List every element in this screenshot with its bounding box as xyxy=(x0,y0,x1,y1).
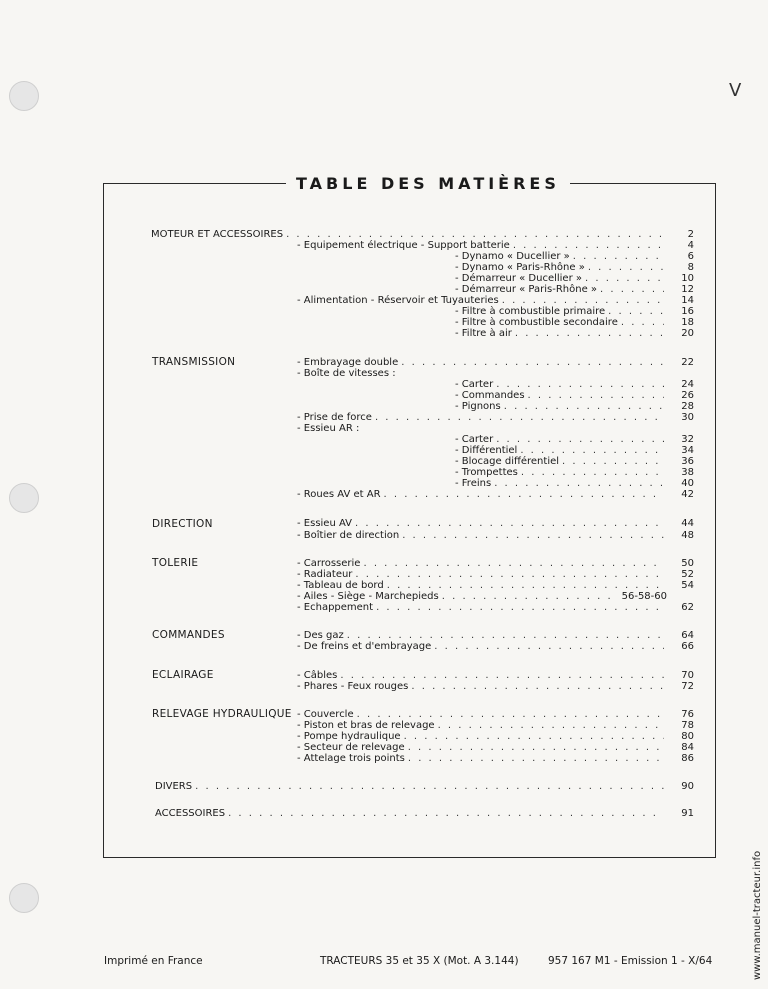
entry-label: - Boîte de vitesses : xyxy=(297,368,396,379)
toc-entry xyxy=(297,641,667,653)
entry-label: - Alimentation - Réservoir et Tuyauteries xyxy=(297,295,499,306)
toc-entry xyxy=(297,681,667,693)
entry-label: - Essieu AR : xyxy=(297,423,360,434)
page-ref: 4 xyxy=(687,240,694,251)
entry-label: - Couvercle xyxy=(297,709,354,720)
toc-entry xyxy=(155,781,667,793)
page-ref: 26 xyxy=(681,390,694,401)
entry-label: - Embrayage double xyxy=(297,357,399,368)
leader-dots xyxy=(411,681,664,693)
entry-label: - Essieu AV xyxy=(297,518,353,529)
section-heading: MOTEUR ET ACCESSOIRES xyxy=(151,229,284,240)
page-ref: 72 xyxy=(681,681,694,692)
entry-label: - Pignons xyxy=(455,401,501,412)
page-ref: 80 xyxy=(681,731,694,742)
entry-label: - Démarreur « Ducellier » xyxy=(455,273,582,284)
page-ref: 84 xyxy=(681,742,694,753)
entry-label: - De freins et d'embrayage xyxy=(297,641,432,652)
section-heading: TRANSMISSION xyxy=(152,356,236,368)
toc-entry xyxy=(297,489,667,501)
entry-label: - Démarreur « Paris-Rhône » xyxy=(455,284,598,295)
page-ref: 66 xyxy=(681,641,694,652)
toc-entry xyxy=(297,530,667,542)
page-ref: 50 xyxy=(681,558,694,569)
page-ref: 91 xyxy=(681,808,694,819)
page-number: V xyxy=(729,80,742,101)
leader-dots xyxy=(408,753,664,765)
page-ref: 8 xyxy=(687,262,694,273)
entry-label: - Filtre à combustible secondaire xyxy=(455,317,618,328)
section-heading: COMMANDES xyxy=(152,629,225,641)
toc-entry xyxy=(297,753,667,765)
toc-entry xyxy=(155,808,667,820)
page-ref: 70 xyxy=(681,670,694,681)
page-ref: 62 xyxy=(681,602,694,613)
page-ref: 40 xyxy=(681,478,694,489)
entry-label: - Prise de force xyxy=(297,412,372,423)
entry-label: - Trompettes xyxy=(455,467,518,478)
leader-dots xyxy=(384,489,664,501)
page-ref: 42 xyxy=(681,489,694,500)
section-heading: TOLERIE xyxy=(152,557,199,569)
entry-label: - Câbles xyxy=(297,670,338,681)
page-ref: 44 xyxy=(681,518,694,529)
entry-label: - Roues AV et AR xyxy=(297,489,381,500)
page-ref: 2 xyxy=(687,229,694,240)
section-heading: DIVERS xyxy=(155,781,193,792)
page-ref: 78 xyxy=(681,720,694,731)
page-ref: 14 xyxy=(681,295,694,306)
entry-label: - Tableau de bord xyxy=(297,580,384,591)
leader-dots xyxy=(434,641,664,653)
section-heading: ECLAIRAGE xyxy=(152,669,214,681)
section-heading: RELEVAGE HYDRAULIQUE xyxy=(152,708,292,720)
entry-label: - Commandes xyxy=(455,390,525,401)
page-ref: 56-58-60 xyxy=(621,591,667,602)
leader-dots xyxy=(228,808,664,820)
page-ref: 12 xyxy=(681,284,694,295)
watermark: www.manuel-tracteur.info xyxy=(752,850,763,980)
leader-dots xyxy=(355,518,664,530)
entry-label: - Blocage différentiel xyxy=(455,456,560,467)
entry-label: - Carter xyxy=(455,379,494,390)
page-ref: 54 xyxy=(681,580,694,591)
entry-label: - Equipement électrique - Support batterie xyxy=(297,240,510,251)
toc-entry xyxy=(297,602,667,614)
entry-label: - Secteur de relevage xyxy=(297,742,405,753)
entry-label: - Dynamo « Ducellier » xyxy=(455,251,570,262)
toc-entry xyxy=(297,518,667,530)
punch-hole-top xyxy=(9,81,39,111)
punch-hole-middle xyxy=(9,483,39,513)
page-ref: 76 xyxy=(681,709,694,720)
punch-hole-bottom xyxy=(9,883,39,913)
page-ref: 18 xyxy=(681,317,694,328)
entry-label: - Filtre à air xyxy=(455,328,512,339)
section-heading: ACCESSOIRES xyxy=(155,808,226,819)
entry-label: - Piston et bras de relevage xyxy=(297,720,435,731)
page-ref: 34 xyxy=(681,445,694,456)
entry-label: - Phares - Feux rouges xyxy=(297,681,409,692)
entry-label: - Carter xyxy=(455,434,494,445)
page-ref: 32 xyxy=(681,434,694,445)
page-ref: 52 xyxy=(681,569,694,580)
page-ref: 48 xyxy=(681,530,694,541)
page-ref: 16 xyxy=(681,306,694,317)
leader-dots xyxy=(195,781,664,793)
page-ref: 90 xyxy=(681,781,694,792)
entry-label: - Attelage trois points xyxy=(297,753,405,764)
entry-label: - Carrosserie xyxy=(297,558,361,569)
entry-label: - Différentiel xyxy=(455,445,518,456)
entry-label: - Pompe hydraulique xyxy=(297,731,401,742)
page-ref: 36 xyxy=(681,456,694,467)
entry-label: - Dynamo « Paris-Rhône » xyxy=(455,262,585,273)
entry-label: - Filtre à combustible primaire xyxy=(455,306,606,317)
page-ref: 22 xyxy=(681,357,694,368)
leader-dots xyxy=(402,530,664,542)
page-ref: 10 xyxy=(681,273,694,284)
entry-label: - Des gaz xyxy=(297,630,344,641)
page-ref: 28 xyxy=(681,401,694,412)
page-ref: 38 xyxy=(681,467,694,478)
page-ref: 20 xyxy=(681,328,694,339)
page-ref: 64 xyxy=(681,630,694,641)
footer-model: TRACTEURS 35 et 35 X (Mot. A 3.144) xyxy=(320,955,519,967)
page-title: TABLE DES MATIÈRES xyxy=(286,174,570,193)
entry-label: - Ailes - Siège - Marchepieds xyxy=(297,591,439,602)
entry-label: - Echappement xyxy=(297,602,374,613)
leader-dots xyxy=(401,357,664,369)
footer-printed-in: Imprimé en France xyxy=(104,955,203,967)
footer-reference: 957 167 M1 - Emission 1 - X/64 xyxy=(548,955,713,967)
page-ref: 30 xyxy=(681,412,694,423)
leader-dots xyxy=(375,412,664,424)
page-ref: 6 xyxy=(687,251,694,262)
entry-label: - Boîtier de direction xyxy=(297,530,400,541)
leader-dots xyxy=(376,602,664,614)
section-heading: DIRECTION xyxy=(152,518,213,530)
page-ref: 86 xyxy=(681,753,694,764)
entry-label: - Freins xyxy=(455,478,492,489)
page-ref: 24 xyxy=(681,379,694,390)
entry-label: - Radiateur xyxy=(297,569,353,580)
